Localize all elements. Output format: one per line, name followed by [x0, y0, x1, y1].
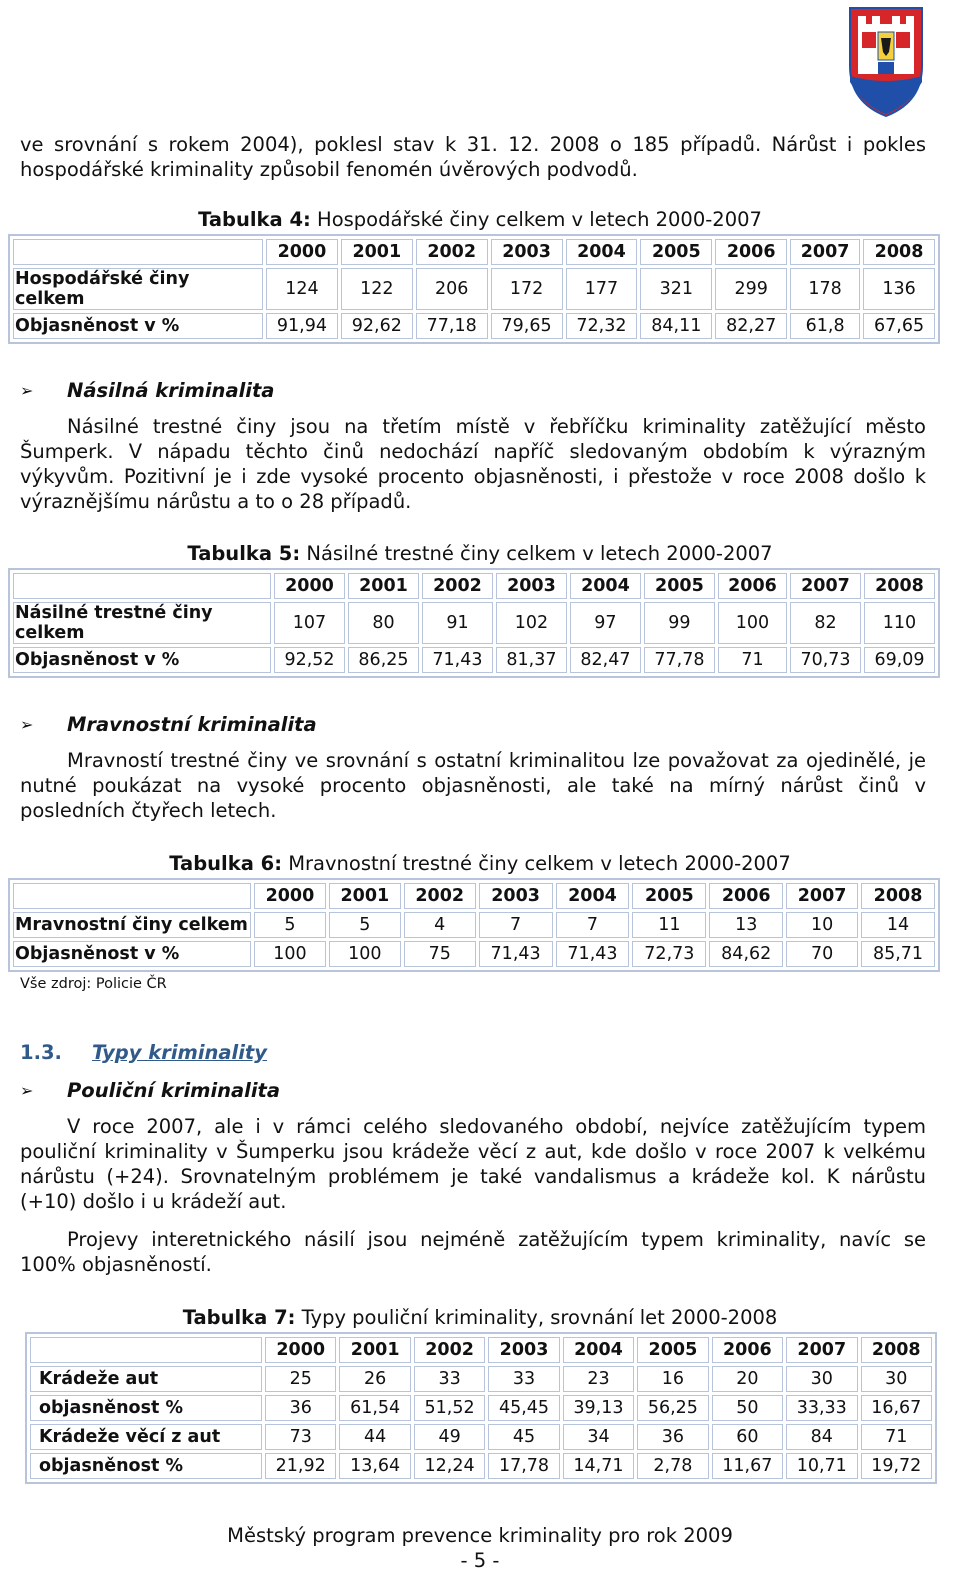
table-cell: 11 — [632, 912, 706, 938]
table-year-header: 2003 — [479, 883, 553, 909]
section-street — [20, 1078, 926, 1277]
arrow-bullet-icon: ➢ — [20, 1081, 34, 1100]
table-cell: 82,27 — [715, 313, 787, 339]
table-cell: 45 — [488, 1424, 559, 1450]
table-year-header: 2005 — [637, 1337, 708, 1363]
table-cell: 86,25 — [348, 647, 419, 673]
table-row — [13, 647, 935, 673]
table-cell: 299 — [715, 268, 787, 310]
source-note: Vše zdroj: Policie ČR — [20, 976, 167, 992]
table-row-label: Objasněnost v % — [13, 941, 251, 967]
table-cell: 71 — [718, 647, 787, 673]
section-violent-paragraph: Násilné trestné činy jsou na třetím místě v řebříčku kriminality zatěžující město Šumperk. V nápadu těchto činů nedochází napříč sledovaným obdobím k výrazným výkyvům. Pozitivní je i zde vysoké procento objasněnosti, i přestože v roce 2008 došlo k výraznějšímu nárůstu a to o 28 případů. — [20, 415, 926, 513]
table-cell: 122 — [341, 268, 413, 310]
table-cell: 36 — [637, 1424, 708, 1450]
city-crest-icon — [848, 6, 924, 118]
table-row — [13, 941, 935, 967]
table-cell: 71,43 — [556, 941, 630, 967]
table-cell: 100 — [718, 602, 787, 644]
table-cell: 100 — [254, 941, 326, 967]
table-year-header: 2000 — [274, 573, 345, 599]
table-cell: 23 — [563, 1366, 634, 1392]
table-year-header: 2007 — [786, 1337, 857, 1363]
table-row — [30, 1395, 932, 1421]
table-cell: 19,72 — [861, 1453, 933, 1479]
table-row — [13, 268, 935, 310]
table-cell: 10 — [786, 912, 858, 938]
table-cell: 21,92 — [265, 1453, 336, 1479]
table-row-label: Násilné trestné činy celkem — [13, 602, 271, 644]
table-cell: 72,73 — [632, 941, 706, 967]
table-cell: 61,54 — [339, 1395, 410, 1421]
table-cell: 85,71 — [861, 941, 935, 967]
table-cell: 2,78 — [637, 1453, 708, 1479]
table-cell: 16 — [637, 1366, 708, 1392]
table-year-header: 2004 — [570, 573, 641, 599]
table-year-header: 2006 — [709, 883, 783, 909]
table6-block — [15, 852, 940, 994]
table-cell: 7 — [556, 912, 630, 938]
table-cell: 14 — [861, 912, 935, 938]
table-cell: 7 — [479, 912, 553, 938]
section-violent-heading: ➢ Násilná kriminalita — [20, 379, 275, 402]
table-cell: 77,18 — [416, 313, 488, 339]
table-cell: 36 — [265, 1395, 336, 1421]
table-year-header: 2003 — [491, 239, 563, 265]
table-year-header: 2006 — [715, 239, 787, 265]
table-row — [30, 1366, 932, 1392]
table-cell: 84,11 — [640, 313, 712, 339]
table-cell: 102 — [496, 602, 567, 644]
table-cell: 99 — [644, 602, 715, 644]
table-cell: 14,71 — [563, 1453, 634, 1479]
table-cell: 13,64 — [339, 1453, 410, 1479]
table-year-header: 2004 — [566, 239, 638, 265]
table-cell: 79,65 — [491, 313, 563, 339]
table-year-header: 2002 — [404, 883, 476, 909]
table-corner-cell — [13, 883, 251, 909]
table-year-header: 2000 — [265, 1337, 336, 1363]
table-cell: 84 — [786, 1424, 857, 1450]
footer-page-number: - 5 - — [460, 1549, 500, 1572]
table-cell: 11,67 — [712, 1453, 783, 1479]
table-row — [30, 1453, 932, 1479]
table-cell: 81,37 — [496, 647, 567, 673]
table5-block — [15, 542, 940, 678]
table-cell: 124 — [266, 268, 338, 310]
table-year-header: 2008 — [861, 883, 935, 909]
table-header-row — [13, 573, 935, 599]
table-cell: 61,8 — [790, 313, 860, 339]
table-cell: 177 — [566, 268, 638, 310]
table-row — [13, 313, 935, 339]
table-year-header: 2003 — [488, 1337, 559, 1363]
table7-caption: Tabulka 7: Typy pouliční kriminality, srovnání let 2000-2008 — [182, 1306, 778, 1329]
table-cell: 67,65 — [863, 313, 935, 339]
table-corner-cell — [13, 239, 263, 265]
table4-caption: Tabulka 4: Hospodářské činy celkem v letech 2000-2007 — [198, 208, 762, 231]
table-year-header: 2004 — [563, 1337, 634, 1363]
table-year-header: 2002 — [416, 239, 488, 265]
table-row-label: Mravnostní činy celkem — [13, 912, 251, 938]
table-row-label: Krádeže aut — [30, 1366, 262, 1392]
arrow-bullet-icon: ➢ — [20, 715, 34, 734]
table-year-header: 2000 — [254, 883, 326, 909]
table-cell: 71,43 — [422, 647, 493, 673]
table-cell: 75 — [404, 941, 476, 967]
table-cell: 12,24 — [414, 1453, 485, 1479]
table-header-row — [30, 1337, 932, 1363]
section-moral-paragraph: Mravností trestné činy ve srovnání s ostatní kriminalitou lze považovat za ojedinělé, je nutné poukázat na vysoké procento objasněnosti, ale také na mírný nárůst činů v posledních čtyřech letech. — [20, 749, 926, 822]
table-header-row — [13, 883, 935, 909]
footer-program: Městský program prevence kriminality pro rok 2009 — [227, 1524, 733, 1547]
table5 — [8, 568, 940, 678]
table-cell: 17,78 — [488, 1453, 559, 1479]
table-cell: 30 — [861, 1366, 933, 1392]
table7 — [25, 1332, 937, 1484]
table-cell: 5 — [254, 912, 326, 938]
table-year-header: 2006 — [718, 573, 787, 599]
table-cell: 107 — [274, 602, 345, 644]
table-year-header: 2003 — [496, 573, 567, 599]
table-year-header: 2001 — [348, 573, 419, 599]
table-cell: 30 — [786, 1366, 857, 1392]
table-cell: 206 — [416, 268, 488, 310]
table-cell: 26 — [339, 1366, 410, 1392]
table-row — [30, 1424, 932, 1450]
table-cell: 91,94 — [266, 313, 338, 339]
table-cell: 33,33 — [786, 1395, 857, 1421]
table-cell: 97 — [570, 602, 641, 644]
table-cell: 34 — [563, 1424, 634, 1450]
section-violent — [20, 378, 926, 514]
table6-caption: Tabulka 6: Mravnostní trestné činy celkem v letech 2000-2007 — [169, 852, 791, 875]
section-moral-heading: ➢ Mravnostní kriminalita — [20, 713, 317, 736]
table-year-header: 2007 — [790, 573, 861, 599]
table-cell: 39,13 — [563, 1395, 634, 1421]
table-row — [13, 602, 935, 644]
table-corner-cell — [13, 573, 271, 599]
table-cell: 60 — [712, 1424, 783, 1450]
table-cell: 72,32 — [566, 313, 638, 339]
table-cell: 20 — [712, 1366, 783, 1392]
table-year-header: 2001 — [329, 883, 401, 909]
table-cell: 100 — [329, 941, 401, 967]
table-year-header: 2008 — [864, 573, 935, 599]
table5-caption: Tabulka 5: Násilné trestné činy celkem v letech 2000-2007 — [187, 542, 773, 565]
table-cell: 77,78 — [644, 647, 715, 673]
table-header-row — [13, 239, 935, 265]
table-cell: 10,71 — [786, 1453, 857, 1479]
table-cell: 73 — [265, 1424, 336, 1450]
table-cell: 50 — [712, 1395, 783, 1421]
arrow-bullet-icon: ➢ — [20, 381, 34, 400]
table-year-header: 2005 — [644, 573, 715, 599]
table-row-label: objasněnost % — [30, 1395, 262, 1421]
table-year-header: 2002 — [414, 1337, 485, 1363]
table-cell: 16,67 — [861, 1395, 933, 1421]
table-cell: 70,73 — [790, 647, 861, 673]
section-moral — [20, 712, 926, 823]
table-year-header: 2006 — [712, 1337, 783, 1363]
table-row-label: objasněnost % — [30, 1453, 262, 1479]
table-cell: 51,52 — [414, 1395, 485, 1421]
table-cell: 172 — [491, 268, 563, 310]
table-cell: 70 — [786, 941, 858, 967]
table-cell: 91 — [422, 602, 493, 644]
table-year-header: 2005 — [640, 239, 712, 265]
section-street-heading: ➢ Pouliční kriminalita — [20, 1079, 281, 1102]
section-street-paragraph-2: Projevy interetnického násilí jsou nejméně zatěžujícím typem kriminality, navíc se 100% objasněností. — [20, 1228, 926, 1276]
table6 — [8, 878, 940, 972]
table-row-label: Krádeže věcí z aut — [30, 1424, 262, 1450]
table-year-header: 2001 — [339, 1337, 410, 1363]
table-cell: 4 — [404, 912, 476, 938]
section-types-heading: 1.3. Typy kriminality — [20, 1041, 267, 1064]
table-year-header: 2007 — [786, 883, 858, 909]
table-cell: 56,25 — [637, 1395, 708, 1421]
table-cell: 44 — [339, 1424, 410, 1450]
table-year-header: 2000 — [266, 239, 338, 265]
table-cell: 33 — [488, 1366, 559, 1392]
table-year-header: 2004 — [556, 883, 630, 909]
table-row-label: Hospodářské činy celkem — [13, 268, 263, 310]
table-cell: 321 — [640, 268, 712, 310]
table-cell: 80 — [348, 602, 419, 644]
table-cell: 82 — [790, 602, 861, 644]
table-cell: 92,52 — [274, 647, 345, 673]
table-cell: 13 — [709, 912, 783, 938]
table-row-label: Objasněnost v % — [13, 647, 271, 673]
table-cell: 49 — [414, 1424, 485, 1450]
table-cell: 69,09 — [864, 647, 935, 673]
table-cell: 136 — [863, 268, 935, 310]
intro-paragraph: ve srovnání s rokem 2004), poklesl stav k 31. 12. 2008 o 185 případů. Nárůst i pokles hospodářské kriminality způsobil fenomén úvěrových podvodů. — [20, 133, 926, 181]
table-cell: 82,47 — [570, 647, 641, 673]
table-row-label: Objasněnost v % — [13, 313, 263, 339]
table-cell: 71 — [861, 1424, 933, 1450]
table-cell: 33 — [414, 1366, 485, 1392]
section-street-paragraph-1: V roce 2007, ale i v rámci celého sledovaného období, nejvíce zatěžujícím typem pouliční kriminality v Šumperku jsou krádeže věcí z aut, kde došlo v roce 2007 k velkému nárůstu (+24). Srovnatelným problémem je také vandalismus a krádeže kol. K nárůstu (+10) došlo i u krádeží aut. — [20, 1115, 926, 1213]
table-cell: 71,43 — [479, 941, 553, 967]
table7-block — [20, 1306, 940, 1484]
table-cell: 25 — [265, 1366, 336, 1392]
table-cell: 45,45 — [488, 1395, 559, 1421]
table-cell: 5 — [329, 912, 401, 938]
table-year-header: 2002 — [422, 573, 493, 599]
table4-block — [15, 208, 940, 344]
table-year-header: 2007 — [790, 239, 860, 265]
table-year-header: 2008 — [863, 239, 935, 265]
table-cell: 84,62 — [709, 941, 783, 967]
table-corner-cell — [30, 1337, 262, 1363]
table-cell: 178 — [790, 268, 860, 310]
table-row — [13, 912, 935, 938]
table-year-header: 2001 — [341, 239, 413, 265]
table4 — [8, 234, 940, 344]
table-cell: 92,62 — [341, 313, 413, 339]
table-cell: 110 — [864, 602, 935, 644]
table-year-header: 2005 — [632, 883, 706, 909]
table-year-header: 2008 — [861, 1337, 933, 1363]
